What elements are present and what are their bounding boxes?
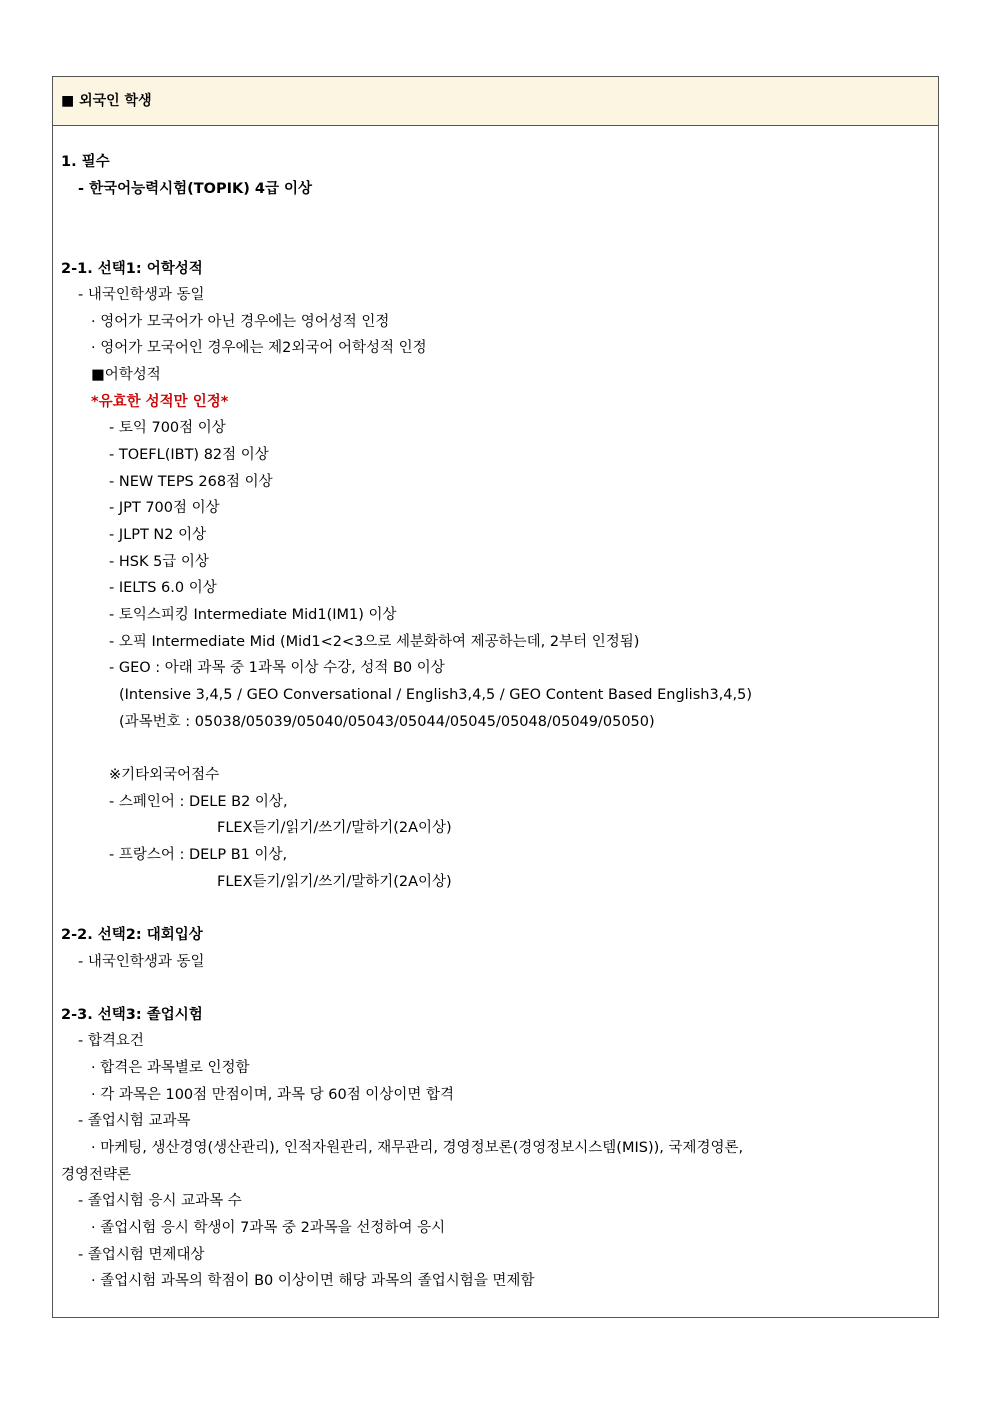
text-line: - 오픽 Intermediate Mid (Mid1<2<3으로 세분화하여 제공하는데, 2부터 인정됨) bbox=[109, 634, 640, 650]
text-line: · 영어가 모국어인 경우에는 제2외국어 어학성적 인정 bbox=[91, 340, 427, 356]
text-line: 2-2. 선택2: 대회입상 bbox=[61, 927, 203, 943]
text-line: · 각 과목은 100점 만점이며, 과목 당 60점 이상이면 합격 bbox=[91, 1087, 454, 1103]
text-line: - GEO : 아래 과목 중 1과목 이상 수강, 성적 B0 이상 bbox=[109, 660, 445, 676]
text-line: - TOEFL(IBT) 82점 이상 bbox=[109, 447, 269, 463]
text-line: - 스페인어 : DELE B2 이상, bbox=[109, 794, 288, 810]
text-line: FLEX듣기/읽기/쓰기/말하기(2A이상) bbox=[217, 874, 452, 890]
text-line: - NEW TEPS 268점 이상 bbox=[109, 474, 273, 490]
text-line: · 졸업시험 과목의 학점이 B0 이상이면 해당 과목의 졸업시험을 면제함 bbox=[91, 1273, 535, 1289]
text-line: - 합격요건 bbox=[78, 1033, 144, 1049]
section-header bbox=[53, 77, 938, 126]
text-line: - 내국인학생과 동일 bbox=[78, 287, 205, 303]
text-line: - 토익스피킹 Intermediate Mid1(IM1) 이상 bbox=[109, 607, 397, 623]
text-line: 2-1. 선택1: 어학성적 bbox=[61, 261, 203, 277]
text-line: - 한국어능력시험(TOPIK) 4급 이상 bbox=[78, 181, 313, 197]
text-line: ※기타외국어점수 bbox=[109, 767, 220, 783]
text-line: ■어학성적 bbox=[91, 367, 161, 383]
foreign-student-section bbox=[52, 76, 939, 1318]
text-line: - 프랑스어 : DELP B1 이상, bbox=[109, 847, 288, 863]
text-line: (과목번호 : 05038/05039/05040/05043/05044/05045/05048/05049/05050) bbox=[119, 714, 655, 730]
text-line: 2-3. 선택3: 졸업시험 bbox=[61, 1007, 203, 1023]
text-line: · 합격은 과목별로 인정함 bbox=[91, 1060, 250, 1076]
text-line: · 마케팅, 생산경영(생산관리), 인적자원관리, 재무관리, 경영정보론(경영정보시스템(MIS)), 국제경영론, bbox=[91, 1140, 744, 1156]
text-line: - 토익 700점 이상 bbox=[109, 420, 226, 436]
text-line: (Intensive 3,4,5 / GEO Conversational / English3,4,5 / GEO Content Based English3,4,5) bbox=[119, 687, 752, 703]
text-line: 1. 필수 bbox=[61, 154, 110, 170]
text-line: · 졸업시험 응시 학생이 7과목 중 2과목을 선정하여 응시 bbox=[91, 1220, 446, 1236]
text-line: - 졸업시험 면제대상 bbox=[78, 1247, 205, 1263]
text-line: · 영어가 모국어가 아닌 경우에는 영어성적 인정 bbox=[91, 314, 390, 330]
text-line: *유효한 성적만 인정* bbox=[91, 394, 229, 410]
text-line: - HSK 5급 이상 bbox=[109, 554, 209, 570]
text-line: - 졸업시험 응시 교과목 수 bbox=[78, 1193, 242, 1209]
text-line: - JPT 700점 이상 bbox=[109, 500, 220, 516]
section-title: ■ 외국인 학생 bbox=[61, 93, 152, 109]
text-line: - JLPT N2 이상 bbox=[109, 527, 207, 543]
text-line: - 졸업시험 교과목 bbox=[78, 1113, 191, 1129]
text-line: 경영전략론 bbox=[61, 1167, 132, 1183]
text-line: - IELTS 6.0 이상 bbox=[109, 580, 217, 596]
text-line: FLEX듣기/읽기/쓰기/말하기(2A이상) bbox=[217, 820, 452, 836]
text-line: - 내국인학생과 동일 bbox=[78, 954, 205, 970]
